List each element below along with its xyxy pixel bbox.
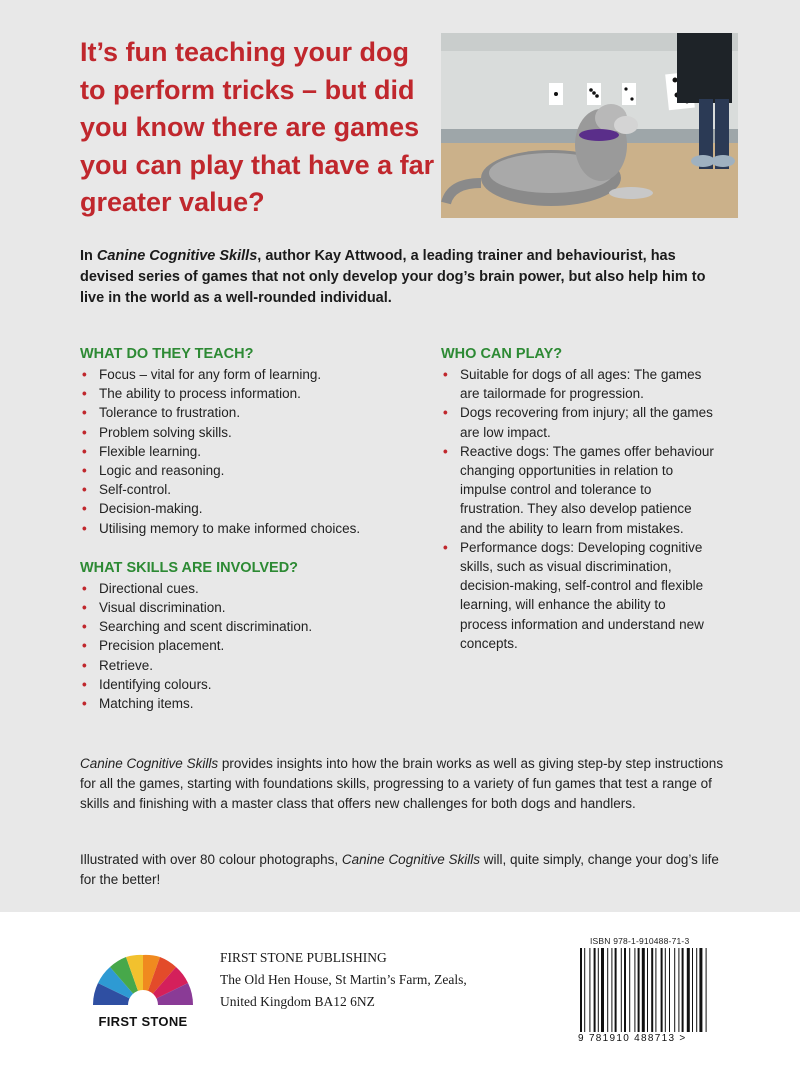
list-item-text: Utilising memory to make informed choices. [99,520,361,536]
para1-book-title: Canine Cognitive Skills [80,756,219,771]
publisher-name: FIRST STONE PUBLISHING [220,950,387,965]
list-item-text: Performance dogs: Developing cognitive skills, such as visual discrimination, decision-making, self-control and flexible learning, will enhance the ability to process information and understand new concepts. [460,539,704,651]
list-item-text: Suitable for dogs of all ages: The games are tailormade for progression. [460,367,702,402]
play-title: WHO CAN PLAY? [441,346,563,362]
list-item-text: Identifying colours. [99,676,212,692]
intro-pre: In [80,248,97,264]
para2-pre: Illustrated with over 80 colour photographs, [80,852,342,867]
list-item-text: Logic and reasoning. [99,463,225,479]
list-item-text: Matching items. [99,696,194,712]
teach-title: WHAT DO THEY TEACH? [80,346,254,362]
list-item [441,538,716,653]
bullet-icon: • [443,539,448,555]
bullet-icon: • [82,463,87,479]
para2-post: will, quite simply, change your dog’s life for the better! [80,852,719,887]
bullet-icon: • [443,443,448,459]
dog-photo [441,33,738,218]
intro-paragraph [80,246,730,309]
list-item-text: Searching and scent discrimination. [99,619,313,635]
isbn-label: ISBN 978-1-910488-71-3 [590,936,690,946]
list-item-text: Dogs recovering from injury; all the games are low impact. [460,405,713,440]
list-item-text: Tolerance to frustration. [99,405,241,421]
bullet-icon: • [82,696,87,712]
list-item-text: Focus – vital for any form of learning. [99,367,322,382]
skills-list [80,579,425,713]
barcode-digits: 9 781910 488713 > [578,1033,687,1044]
bullet-icon: • [82,520,87,536]
dog-photo-illustration [441,33,738,218]
left-column [80,344,425,713]
list-item-text: Decision-making. [99,501,203,517]
intro-book-title: Canine Cognitive Skills [96,248,258,264]
list-item [80,519,425,538]
bullet-icon: • [82,386,87,402]
barcode-icon [578,948,728,1034]
list-item [80,384,425,403]
para2-book-title: Canine Cognitive Skills [341,852,480,867]
bullet-icon: • [82,600,87,616]
list-item [80,636,425,655]
headline: It’s fun teaching your dog to perform tricks – but did you know there are games you can play that have a far greater value? [80,37,435,217]
teach-section [80,344,425,538]
list-item-text: Reactive dogs: The games offer behaviour changing opportunities in relation to impulse control and tolerance to frustration. They also develop patience and the ability to learn from mistakes. [460,443,714,536]
skills-section [80,558,425,713]
list-item [80,403,425,422]
list-item [80,579,425,598]
list-item [441,365,716,403]
bullet-icon: • [443,405,448,421]
bullet-icon: • [82,619,87,635]
bullet-icon: • [82,501,87,517]
intro-post: , author Kay Attwood, a leading trainer and behaviourist, has devised series of games that not only develop your dog’s brain power, but also help him to live in the world as a well-rounded individual. [80,248,706,306]
bullet-icon: • [82,657,87,673]
publisher-address-line2: United Kingdom BA12 6NZ [220,994,375,1009]
list-item-text: Directional cues. [99,580,199,596]
publisher-address-line1: The Old Hen House, St Martin’s Farm, Zeals, [220,972,467,987]
list-item [80,365,425,384]
list-item [80,656,425,675]
description-paragraph [80,754,730,814]
list-item-text: Self-control. [99,482,172,498]
list-item [80,480,425,499]
bullet-icon: • [443,367,448,382]
list-item-text: Retrieve. [99,657,154,673]
list-item [80,694,425,713]
skills-title: WHAT SKILLS ARE INVOLVED? [80,559,299,576]
list-item [80,461,425,480]
list-item [80,442,425,461]
list-item [80,598,425,617]
play-list [441,365,716,653]
logo-text: FIRST STONE [98,1014,188,1029]
closing-paragraph [80,850,730,890]
list-item-text: Flexible learning. [99,443,202,459]
list-item-text: Problem solving skills. [99,424,232,440]
bullet-icon: • [82,367,87,382]
bullet-icon: • [82,676,87,692]
right-column [441,344,716,653]
teach-list [80,365,425,538]
list-item [80,617,425,636]
bullet-icon: • [82,482,87,498]
list-item [441,403,716,441]
publisher-info [220,947,467,1013]
list-item-text: Visual discrimination. [99,600,226,616]
bullet-icon: • [82,580,87,596]
list-item-text: The ability to process information. [99,386,301,402]
bullet-icon: • [82,443,87,459]
list-item-text: Precision placement. [99,638,225,654]
list-item [441,442,716,538]
bullet-icon: • [82,424,87,440]
list-item [80,499,425,518]
list-item [80,675,425,694]
bullet-icon: • [82,638,87,654]
list-item [80,423,425,442]
para1-text: provides insights into how the brain works as well as giving step-by step instructions for all the games, starting with foundations skills, progressing to a variety of fun games that test a range of skills and finishing with a master class that offers new challenges for both dogs and handlers. [80,756,724,811]
first-stone-logo-icon [88,947,198,1009]
bullet-icon: • [82,405,87,421]
